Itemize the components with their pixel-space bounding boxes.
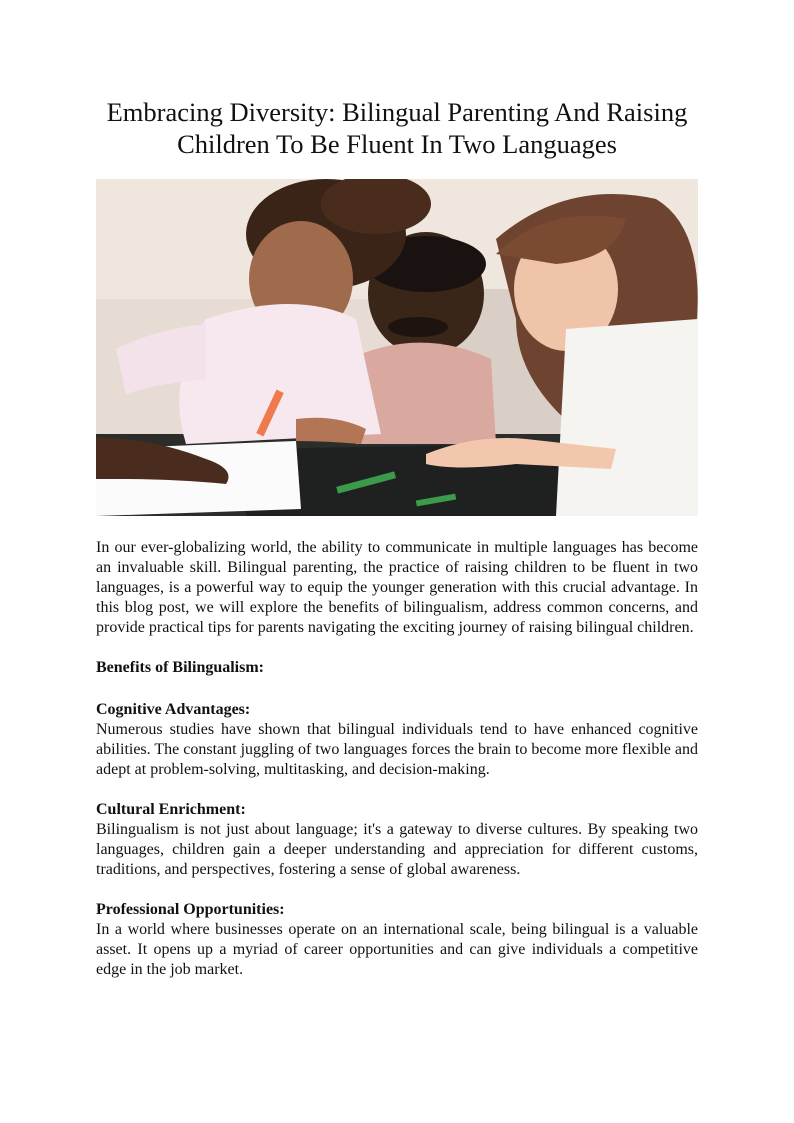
cultural-paragraph: Bilingualism is not just about language; it's a gateway to diverse cultures. By speaking two languages, children gain a deeper understanding and appreciation for different customs, traditions, and perspectives, fostering a sense of global awareness.: [96, 821, 698, 878]
cultural-heading: Cultural Enrichment:: [96, 801, 246, 818]
professional-paragraph: In a world where businesses operate on an international scale, being bilingual is a valuable asset. It opens up a myriad of career opportunities and can give individuals a competitive edge in the job market.: [96, 921, 698, 978]
hero-image: [96, 179, 698, 516]
cognitive-heading: Cognitive Advantages:: [96, 701, 251, 718]
benefits-heading: Benefits of Bilingualism:: [96, 659, 265, 676]
cognitive-paragraph: Numerous studies have shown that bilingual individuals tend to have enhanced cognitive abilities. The constant juggling of two languages forces the brain to become more flexible and adept at problem-solving, multitasking, and decision-making.: [96, 721, 698, 778]
professional-heading: Professional Opportunities:: [96, 901, 285, 918]
document-page: [96, 0, 698, 980]
intro-paragraph: In our ever-globalizing world, the ability to communicate in multiple languages has become an invaluable skill. Bilingual parenting, the practice of raising children to be fluent in two languages, is a powerful way to equip the younger generation with this crucial advantage. In this blog post, we will explore the benefits of bilingualism, address common concerns, and provide practical tips for parents navigating the exciting journey of raising bilingual children.: [96, 539, 698, 636]
page-title: Embracing Diversity: Bilingual Parenting And Raising Children To Be Fluent In Two Languages: [106, 97, 688, 159]
